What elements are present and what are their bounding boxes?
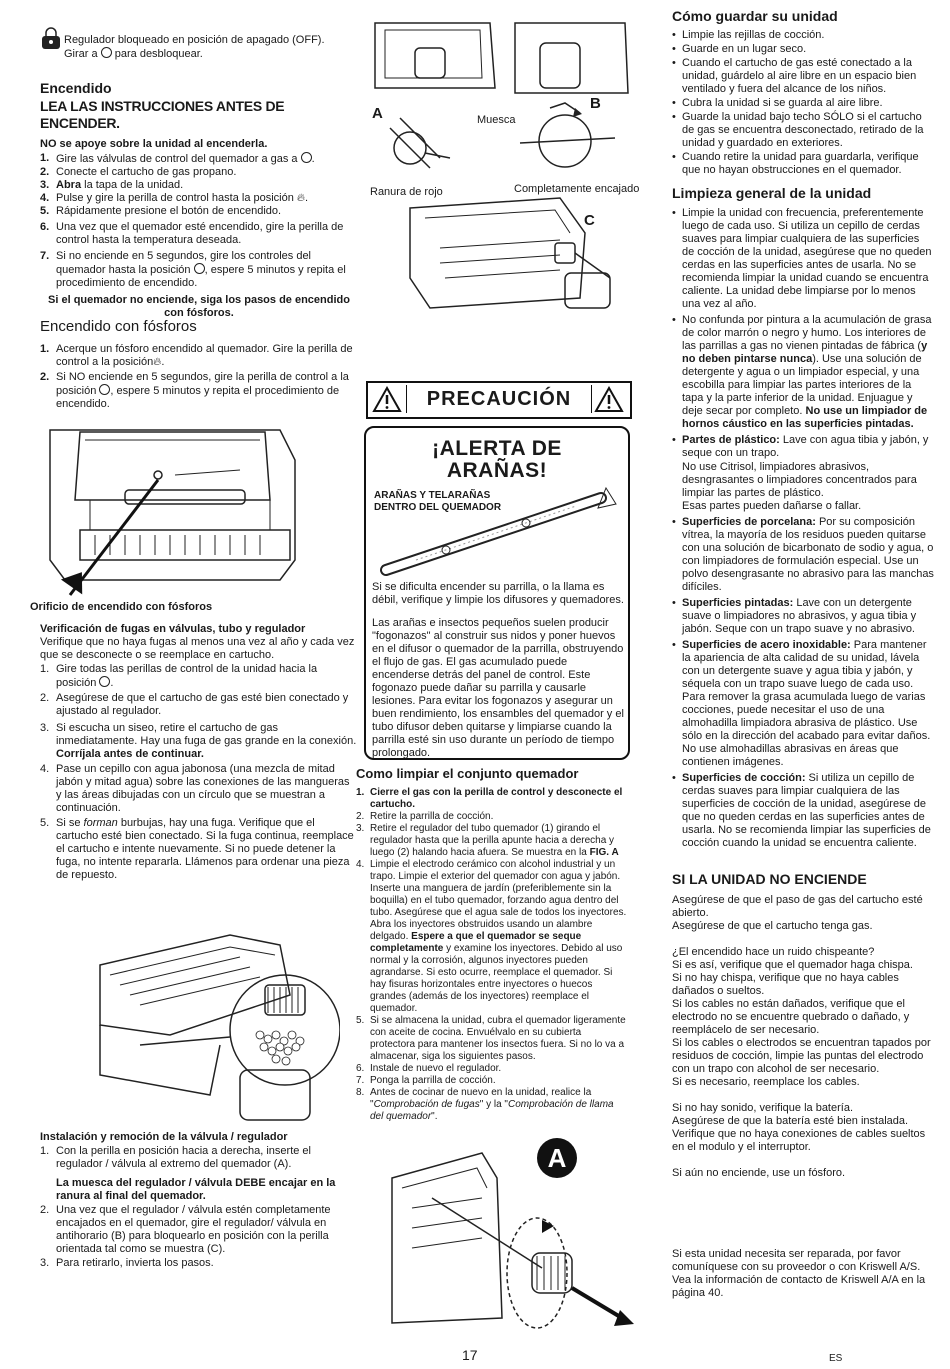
burner-step-4: 4. Limpie el electrodo cerámico con alcohol industrial y un trapo. Limpie el exterior del quemador con agua y jabón. Inserte una manguera de jardín (preferiblemente sin la boquilla) en el tubo quemador, forzando agua dentro del tubo. Asegúrese que el agua sale de todos los inyectores. Abra los inyectores obstruidos usando un alambre delgado. Espere a que el quemador se seque completamente y examine los inyectores. Debido al uso normal y la corrosión, algunos inyectores pueden agrandarse. Si esto ocurre, reemplace el quemador. Si hay fisuras horizontales entre inyectores o huecos grandes (además de los inyectores) reemplace el quemador. bbox=[356, 859, 627, 1014]
cleaning-item-plastic: • Partes de plástico: Lave con agua tibia y jabón, y seque con un trapo. bbox=[672, 434, 934, 460]
off-circle-icon bbox=[101, 47, 112, 58]
cleaning-item-cooking: • Superficies de cocción: Si utiliza un cepillo de cerdas suaves para limpiar cualquiera de las superficies de cocción de la unidad, asegúrese de que no queden cerdas en las superficies antes de usarla. No se recomienda limpiar las superficies de cocción cuando la unidad se encuentra caliente. bbox=[672, 772, 934, 850]
burner-step-8: 8. Antes de cocinar de nuevo en la unidad, realice la "Comprobación de fugas" y la "Comprobación de llama del quemador". bbox=[356, 1087, 614, 1122]
burner-step-6: 6. Instale de nuevo el regulador. bbox=[356, 1063, 502, 1074]
leak-check-section bbox=[40, 623, 358, 882]
ignition-title: Encendido bbox=[40, 80, 112, 96]
fig-label-muesca: Muesca bbox=[477, 114, 516, 126]
storage-item: • Cuando el cartucho de gas esté conectado a la unidad, guárdelo al aire libre en un espacio bien ventilado y fuera del alcance de los niños. bbox=[672, 57, 934, 96]
trouble-p4: Si es así, verifique que el quemador haga chispa. bbox=[672, 959, 913, 971]
burner-step-1: 1. Cierre el gas con la perilla de control y desconecte el cartucho. bbox=[356, 787, 623, 810]
spider-alert-box bbox=[364, 426, 630, 760]
leak-step-5: 5. Si se forman burbujas, hay una fuga. Verifique que el cartucho esté bien conectado. Si la fuga continua, reemplace el cartucho e intente nuevamente. Si no puede detener la fuga, no intente repararla. Llámenos para ordenar una pieza de repuesto. bbox=[40, 817, 354, 881]
flame-icon: 🔥︎ bbox=[153, 356, 162, 368]
storage-item: • Guarde en un lugar seco. bbox=[672, 43, 934, 56]
fig-a-regulator-removal-illustration bbox=[372, 1138, 642, 1338]
spider-img-label-2: DENTRO DEL QUEMADOR bbox=[374, 502, 502, 513]
valve-step-2: 2. Una vez que el regulador / válvula estén completamente encajados en el quemador, gire el regulador/ válvula en antihorario (B) para bloquearlo en posición con la perilla orientada tal como se muestra (C). bbox=[40, 1204, 331, 1255]
leak-check-intro: Verifique que no haya fugas al menos una vez al año y cada vez que se desconecte o se reemplace en cartucho. bbox=[40, 636, 355, 661]
fig-label-ranura: Ranura de rojo bbox=[370, 186, 443, 198]
valve-steps bbox=[40, 1145, 358, 1270]
burner-step-3: 3. Retire el regulador del tubo quemador (1) girando el regulador hasta que la perilla apunte hacia a derecha y luego (2) halando hacia afuera. Se muestra en la FIG. A bbox=[356, 823, 619, 858]
spider-img-label-1: ARAÑAS Y TELARAÑAS bbox=[374, 490, 491, 501]
ignition-step-7: 7. Si no enciende en 5 segundos, gire los controles del quemador hasta la posición , espere 5 minutos y repita el procedimiento de encendido. bbox=[40, 250, 346, 289]
trouble-p10: Asegúrese de que la batería esté bien instalada. bbox=[672, 1115, 909, 1127]
storage-item: • Guarde la unidad bajo techo SÓLO si el cartucho de gas se encuentra desconectado, retirado de la unidad y guardado en exteriores. bbox=[672, 111, 934, 150]
storage-list bbox=[672, 29, 934, 177]
trouble-p1: Asegúrese de que el paso de gas del cartucho esté abierto. bbox=[672, 894, 923, 919]
storage-section bbox=[672, 8, 934, 178]
trouble-p9: Si no hay sonido, verifique la batería. bbox=[672, 1102, 854, 1114]
lock-note bbox=[40, 26, 358, 60]
regulator-install-illustration bbox=[370, 18, 640, 318]
cleaning-item-paint: • No confunda por pintura a la acumulación de grasa de color marrón o negro y humo. Los interiores de las parrillas a gas no vienen pintadas de fábrica (y no deben pintarse nunca). Use una solución de detergente y agua o un limpiador especial, y una escobilla para limpiar las partes interiores de la tapa y la parte inferior de la unidad. Enjuague y deje secar por completo. No use un limpiador de hornos cáustico en las superficies pintadas. bbox=[672, 314, 934, 431]
valve-notch-note: La muesca del regulador / válvula DEBE encajar en la ranura al final del quemador. bbox=[56, 1177, 336, 1202]
burner-step-5: 5. Si se almacena la unidad, cubra el quemador ligeramente con aceite de cocina. Envuélvalo en su cubierta protectora para mantener los insectos fuera. Si no lo va a almacenar, siga los siguientes pasos. bbox=[356, 1015, 626, 1062]
off-circle-icon bbox=[194, 263, 205, 274]
leak-step-3: 3. Si escucha un siseo, retire el cartucho de gas inmediatamente. Hay una fuga de gas grande en la conexión. Corríjala antes de continuar. bbox=[40, 722, 357, 760]
trouble-p5: Si no hay chispa, verifique que no haya cables dañados o sueltos. bbox=[672, 972, 899, 997]
cleaning-item-stainless: • Superficies de acero inoxidable: Para mantener la apariencia de alta calidad de su unidad, lávela con un detergente suave y agua tibia y jabón, y séquela con un trapo suave luego de cada uso. Para remover la grasa acumulada luego de varias cocciones, puede necesitar el uso de una almohadilla limpiadora abrasiva de plástico. Use sólo en la dirección del acabado para evitar daños. No use almohadillas abrasivas en áreas que contienen imágenes. bbox=[672, 639, 934, 769]
cleaning-item-general: • Limpie la unidad con frecuencia, preferentemente luego de cada uso. Si utiliza un cepillo de cerdas suaves para limpiar cualquiera de las superficies de cocción de la unidad, asegúrese que no queden cerdas en las superficies antes de usarla. No se recomienda limpiar la unidad cuando se encuentra caliente. La unidad debe limpiarse por lo menos una vez al año. bbox=[672, 207, 934, 311]
spider-alert-title-1: ¡ALERTA DE bbox=[432, 437, 562, 460]
burner-step-7: 7. Ponga la parrilla de cocción. bbox=[356, 1075, 496, 1086]
language-code: ES bbox=[829, 1353, 843, 1364]
leak-step-4: 4. Pase un cepillo con agua jabonosa (una mezcla de mitad jabón y mitad agua) sobre las conexiones de las mangueras y las áreas dibujadas con un círculo que se muestran a continuación. bbox=[40, 763, 350, 814]
ignition-step-1: 1. Gire las válvulas de control del quemador a gas a . bbox=[40, 152, 315, 165]
grill-front-illustration bbox=[40, 420, 330, 600]
regulator-leak-illustration bbox=[80, 925, 340, 1125]
match-hole-caption: Orificio de encendido con fósforos bbox=[30, 601, 213, 613]
ignition-step-3: 3. Abra la tapa de la unidad. bbox=[40, 179, 184, 191]
trouble-p11: Verifique que no haya conexiones de cables sueltos en el modulo y el interruptor. bbox=[672, 1128, 926, 1153]
leak-check-steps bbox=[40, 663, 358, 882]
flame-icon: 🔥︎ bbox=[296, 192, 305, 204]
ignition-step-2: 2. Conecte el cartucho de gas propano. bbox=[40, 166, 237, 178]
ignition-warning: NO se apoye sobre la unidad al encenderla. bbox=[40, 138, 268, 150]
ignition-steps bbox=[40, 152, 358, 290]
burner-cleaning-section bbox=[356, 767, 628, 1123]
fig-label-a: A bbox=[372, 105, 383, 122]
trouble-p7: Si los cables o electrodos se encuentran tapados por residuos de cocción, limpie las puntas del electrodo con un trapo con alcohol de ser necesario. bbox=[672, 1037, 931, 1075]
ignition-section bbox=[40, 80, 358, 320]
ignition-note: Si el quemador no enciende, siga los pasos de encendido con fósforos. bbox=[48, 294, 350, 319]
storage-item: • Limpie las rejillas de cocción. bbox=[672, 29, 934, 42]
fig-a-badge: A bbox=[537, 1138, 577, 1178]
fig-label-b: B bbox=[590, 95, 601, 112]
caution-banner bbox=[366, 381, 632, 419]
valve-title: Instalación y remoción de la válvula / regulador bbox=[40, 1131, 288, 1143]
lock-note-line2: Girar a para desbloquear. bbox=[64, 48, 203, 60]
cleaning-section bbox=[672, 185, 934, 851]
warning-triangle-icon bbox=[372, 386, 402, 413]
trouble-p12: Si aún no enciende, use un fósforo. bbox=[672, 1167, 846, 1179]
burner-step-2: 2. Retire la parrilla de cocción. bbox=[356, 811, 494, 822]
ignition-step-5: 5. Rápidamente presione el botón de encendido. bbox=[40, 205, 282, 217]
valve-step-3: 3. Para retirarlo, invierta los pasos. bbox=[40, 1257, 214, 1269]
match-section bbox=[40, 318, 358, 411]
trouble-p6: Si los cables no están dañados, verifique que el electrodo no se encuentre quebrado o dañado, y reemplácelo de ser necesario. bbox=[672, 998, 910, 1036]
storage-item: • Cubra la unidad si se guarda al aire libre. bbox=[672, 97, 934, 110]
repair-contact-note: Si esta unidad necesita ser reparada, por favor comuníquese con su proveedor o con Kriswell A/S. Vea la información de contacto de Kriswell A/A en la página 40. bbox=[672, 1248, 926, 1299]
match-title: Encendido con fósforos bbox=[40, 318, 197, 335]
trouble-p2: Asegúrese de que el cartucho tenga gas. bbox=[672, 920, 873, 932]
burner-cleaning-steps bbox=[356, 787, 628, 1123]
valve-step-1: 1. Con la perilla en posición hacia a derecha, inserte el regulador / válvula al extremo del quemador (A). La muesca del regulador / válvula DEBE encajar en la ranura al final del quemador. bbox=[40, 1145, 358, 1203]
cleaning-item-porcelain: • Superficies de porcelana: Por su composición vítrea, la mayoría de los residuos pueden quitarse con una solución de bicarbonato de sodio y agua, o con limpiadores de formulación especial. Use un polvo desengrasante no abrasivo para las manchas difíciles. bbox=[672, 516, 934, 594]
match-steps bbox=[40, 343, 358, 411]
burner-cleaning-title: Como limpiar el conjunto quemador bbox=[356, 766, 579, 781]
troubleshooting-section bbox=[672, 871, 934, 1180]
match-step-2: 2. Si NO enciende en 5 segundos, gire la perilla de control a la posición , espere 5 minutos y repita el procedimiento de encendido. bbox=[40, 371, 349, 410]
spider-alert-p2: Las arañas e insectos pequeños suelen producir "fogonazos" al construir sus nidos y poner huevos en el difusor o quemador de la parrilla, obstruyendo el flujo de gas. El gas acumulado puede encenderse detrás del panel de control. Este fogonazo puede dañar su parrilla y causarle lesiones. Para evitar los fogonazos y asegurar un buen rendimiento, los ensambles del quemador y el tubo difusor deben quitarse y limpiarse cuando la parrilla esté sin uso durante un período de tiempo prolongado. bbox=[372, 617, 624, 759]
ignition-subtitle: LEA LAS INSTRUCCIONES ANTES DE ENCENDER. bbox=[40, 98, 285, 131]
off-circle-icon bbox=[301, 152, 312, 163]
cleaning-title: Limpieza general de la unidad bbox=[672, 185, 872, 201]
fig-label-c: C bbox=[584, 212, 595, 229]
spider-alert-title-2: ARAÑAS! bbox=[446, 459, 548, 482]
match-step-1: 1. Acerque un fósforo encendido al quemador. Gire la perilla de control a la posición🔥︎. bbox=[40, 343, 353, 368]
trouble-p3: ¿El encendido hace un ruido chispeante? bbox=[672, 946, 875, 958]
page-number: 17 bbox=[462, 1347, 478, 1363]
off-circle-icon bbox=[99, 676, 110, 687]
cleaning-item-painted: • Superficies pintadas: Lave con un detergente suave o limpiadores no abrasivos, y agua tibia y jabón. Seque con un trapo suave y no abrasivo. bbox=[672, 597, 934, 636]
troubleshooting-title: SI LA UNIDAD NO ENCIENDE bbox=[672, 871, 867, 887]
cleaning-list bbox=[672, 207, 934, 460]
storage-title: Cómo guardar su unidad bbox=[672, 8, 838, 24]
ignition-step-6: 6. Una vez que el quemador esté encendido, gire la perilla de control hasta la temperatura deseada. bbox=[40, 221, 344, 246]
lock-icon bbox=[40, 26, 62, 50]
valve-section bbox=[40, 1131, 358, 1270]
leak-step-2: 2. Asegúrese de que el cartucho de gas esté bien conectado y ajustado al regulador. bbox=[40, 692, 349, 717]
caution-title: PRECAUCIÓN bbox=[406, 385, 592, 413]
off-circle-icon bbox=[99, 384, 110, 395]
trouble-p8: Si es necesario, reemplace los cables. bbox=[672, 1076, 860, 1088]
spider-alert-p1: Si se dificulta encender su parrilla, o la llama es débil, verifique y limpie los difusores y quemadores. bbox=[372, 581, 624, 606]
ignition-step-4: 4. Pulse y gire la perilla de control hasta la posición 🔥︎. bbox=[40, 192, 309, 204]
fig-label-encajado: Completamente encajado bbox=[514, 183, 640, 195]
plastic-warning: No use Citrisol, limpiadores abrasivos, desngrasantes o limpiadores concentrados para limpiar las partes de plástico. bbox=[682, 461, 917, 499]
storage-item: • Cuando retire la unidad para guardarla, verifique que no hayan obstrucciones en el quemador. bbox=[672, 151, 934, 177]
lock-note-line1: Regulador bloqueado en posición de apagado (OFF). bbox=[64, 34, 325, 46]
spider-burner-tube-illustration bbox=[376, 478, 621, 578]
plastic-warning-2: Esas partes pueden dañarse o fallar. bbox=[682, 500, 862, 512]
cleaning-list-2 bbox=[672, 516, 934, 850]
leak-step-1: 1. Gire todas las perillas de control de la unidad hacia la posición . bbox=[40, 663, 318, 689]
leak-check-title: Verificación de fugas en válvulas, tubo y regulador bbox=[40, 623, 306, 635]
warning-triangle-icon bbox=[594, 386, 624, 413]
